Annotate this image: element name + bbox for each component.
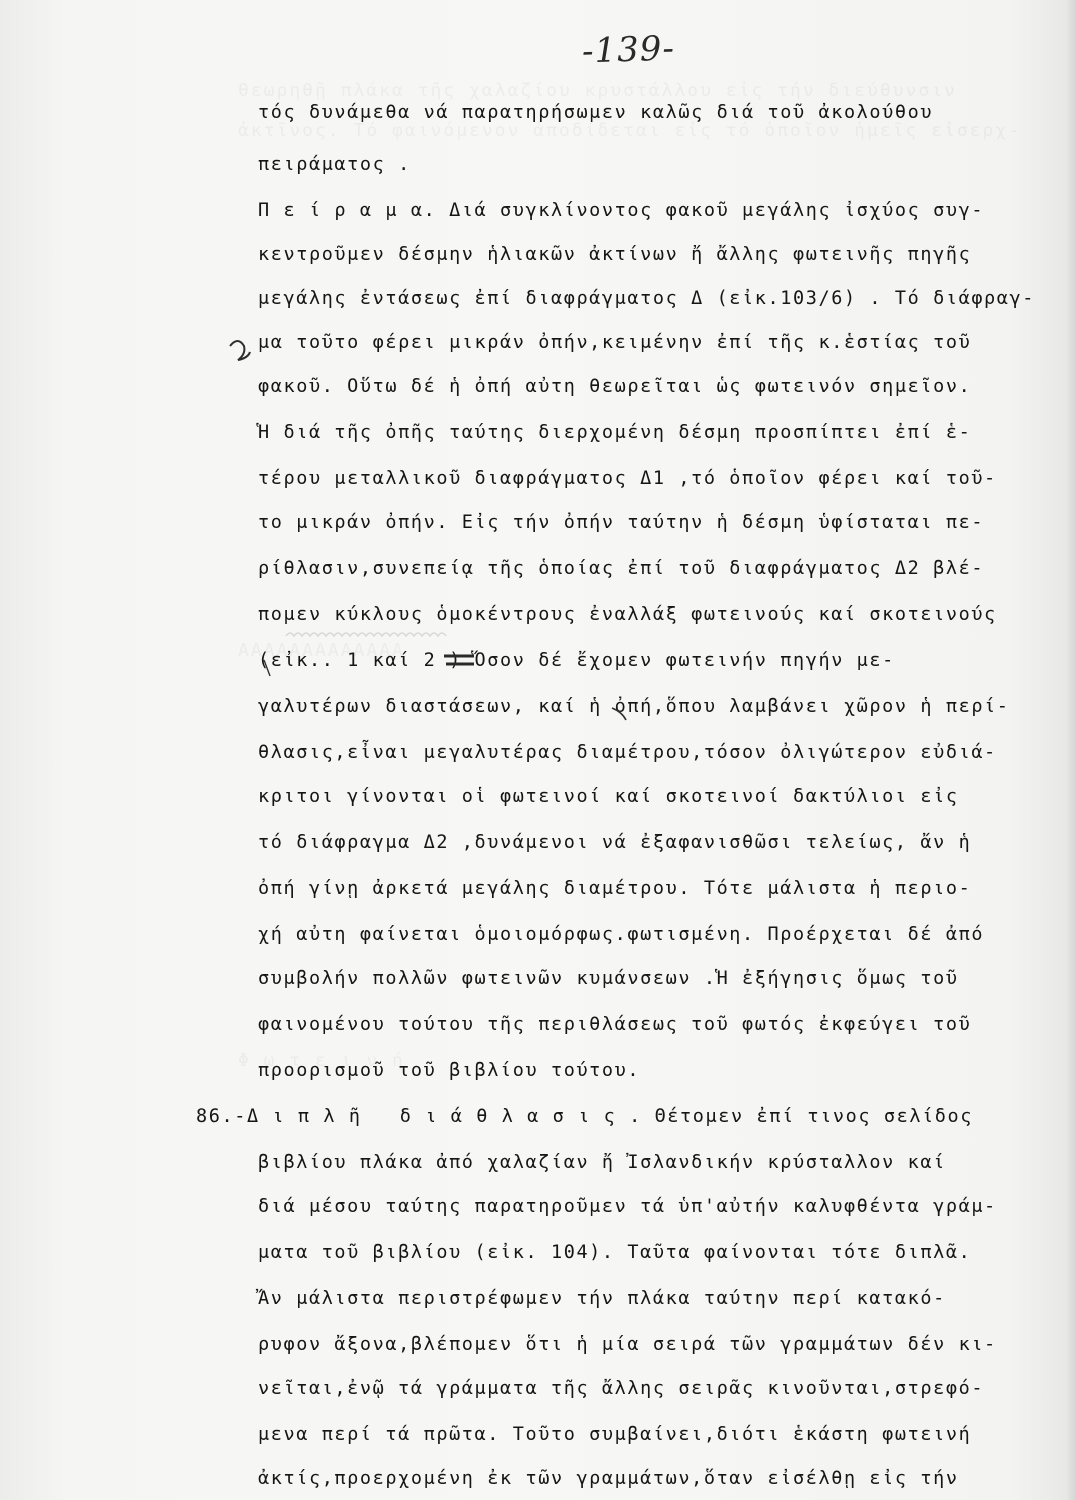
- section-heading-line: 86.-Δ ι π λ ῆ δ ι ά θ λ α σ ι ς . Θέτομεν ἐπί τινος σελίδος: [196, 1106, 974, 1127]
- handwritten-stroke: [264, 660, 270, 676]
- text-line: το μικράν ὀπήν. Εἰς τήν ὀπήν ταύτην ἡ δέσμη ὑφίσταται πε-: [258, 512, 985, 533]
- text-line: τός δυνάμεθα νά παρατηρήσωμεν καλῶς διά τοῦ ἀκολούθου: [258, 102, 934, 123]
- faint-wavy-marks: [286, 633, 446, 636]
- text-line: χή αὐτη φαίνεται ὁμοιομόρφως.φωτισμένη. Προέρχεται δέ ἀπό: [258, 924, 985, 945]
- text-line: ρίθλασιν,συνεπείᾳ τῆς ὁποίας ἐπί τοῦ διαφράγματος Δ2 βλέ-: [258, 558, 985, 579]
- text-line: τέρου μεταλλικοῦ διαφράγματος Δ1 ,τό ὁποῖον φέρει καί τοῦ-: [258, 468, 997, 489]
- text-line: μα τοῦτο φέρει μικράν ὀπήν,κειμένην ἐπί τῆς κ.ἑστίας τοῦ: [258, 332, 972, 353]
- text-line: θλασις,εἶναι μεγαλυτέρας διαμέτρου,τόσον ὀλιγώτερον εὐδιά-: [258, 742, 997, 763]
- text-line: ὀπή γίνῃ ἀρκετά μεγάλης διαμέτρου. Τότε μάλιστα ἡ περιο-: [258, 878, 972, 899]
- text-line: Π ε ί ρ α μ α. Διά συγκλίνοντος φακοῦ μεγάλης ἰσχύος συγ-: [258, 200, 985, 221]
- text-line: τό διάφραγμα Δ2 ,δυνάμενοι νά ἐξαφανισθῶσι τελείως, ἄν ἡ: [258, 832, 972, 853]
- text-line: ρυφον ἄξονα,βλέπομεν ὅτι ἡ μία σειρά τῶν γραμμάτων δέν κι-: [258, 1334, 997, 1355]
- handwritten-comma-mark: [612, 708, 626, 720]
- text-line: ἀκτίς,προερχομένη ἐκ τῶν γραμμάτων,ὅταν εἰσέλθῃ εἰς τήν: [258, 1468, 959, 1489]
- text-line: Ἡ διά τῆς ὀπῆς ταύτης διερχομένη δέσμη προσπίπτει ἐπί ἑ-: [258, 422, 972, 443]
- text-line: φακοῦ. Οὕτω δέ ἡ ὀπή αὐτη θεωρεῖται ὡς φωτεινόν σημεῖον.: [258, 376, 972, 397]
- struck-through-text: [444, 656, 474, 664]
- text-line: κεντροῦμεν δέσμην ἡλιακῶν ἀκτίνων ἤ ἄλλης φωτεινῆς πηγῆς: [258, 244, 972, 265]
- text-line: φαινομένου τούτου τῆς περιθλάσεως τοῦ φωτός ἐκφεύγει τοῦ: [258, 1014, 972, 1035]
- text-line: κριτοι γίνονται οἱ φωτεινοί καί σκοτεινοί δακτύλιοι εἰς: [258, 786, 959, 807]
- text-line: μεγάλης ἐντάσεως ἐπί διαφράγματος Δ (εἰκ.103/6) . Τό διάφραγ-: [258, 288, 1036, 309]
- text-line: μενα περί τά πρῶτα. Τοῦτο συμβαίνει,διότι ἑκάστη φωτεινή: [258, 1424, 972, 1445]
- margin-gamma-mark: [230, 341, 250, 360]
- page-number: -139-: [581, 28, 676, 72]
- text-line: πομεν κύκλους ὁμοκέντρους ἐναλλάξ φωτεινούς καί σκοτεινούς: [258, 604, 997, 625]
- text-line: (εἰκ.. 1 καί 2 ) Ὅσον δέ ἔχομεν φωτεινήν πηγήν με-: [258, 650, 895, 671]
- text-line: βιβλίου πλάκα ἀπό χαλαζίαν ἤ Ἰσλανδικήν κρύσταλλον καί: [258, 1152, 946, 1173]
- text-line: γαλυτέρων διαστάσεων, καί ἡ ὀπή,ὅπου λαμβάνει χῶρον ἡ περί-: [258, 696, 1010, 717]
- text-line: συμβολήν πολλῶν φωτεινῶν κυμάνσεων .Ἡ ἐξήγησις ὅμως τοῦ: [258, 968, 959, 989]
- text-line: νεῖται,ἐνῷ τά γράμματα τῆς ἄλλης σειρᾶς κινοῦνται,στρεφό-: [258, 1378, 985, 1399]
- text-line: ματα τοῦ βιβλίου (εἰκ. 104). Ταῦτα φαίνονται τότε διπλᾶ.: [258, 1242, 972, 1263]
- text-line: Ἄν μάλιστα περιστρέφωμεν τήν πλάκα ταύτην περί κατακό-: [258, 1288, 946, 1309]
- text-line: πειράματος .: [258, 154, 411, 175]
- text-line: προορισμοῦ τοῦ βιβλίου τούτου.: [258, 1060, 641, 1081]
- text-line: διά μέσου ταύτης παρατηροῦμεν τά ὑπ'αὐτήν καλυφθέντα γράμ-: [258, 1196, 997, 1217]
